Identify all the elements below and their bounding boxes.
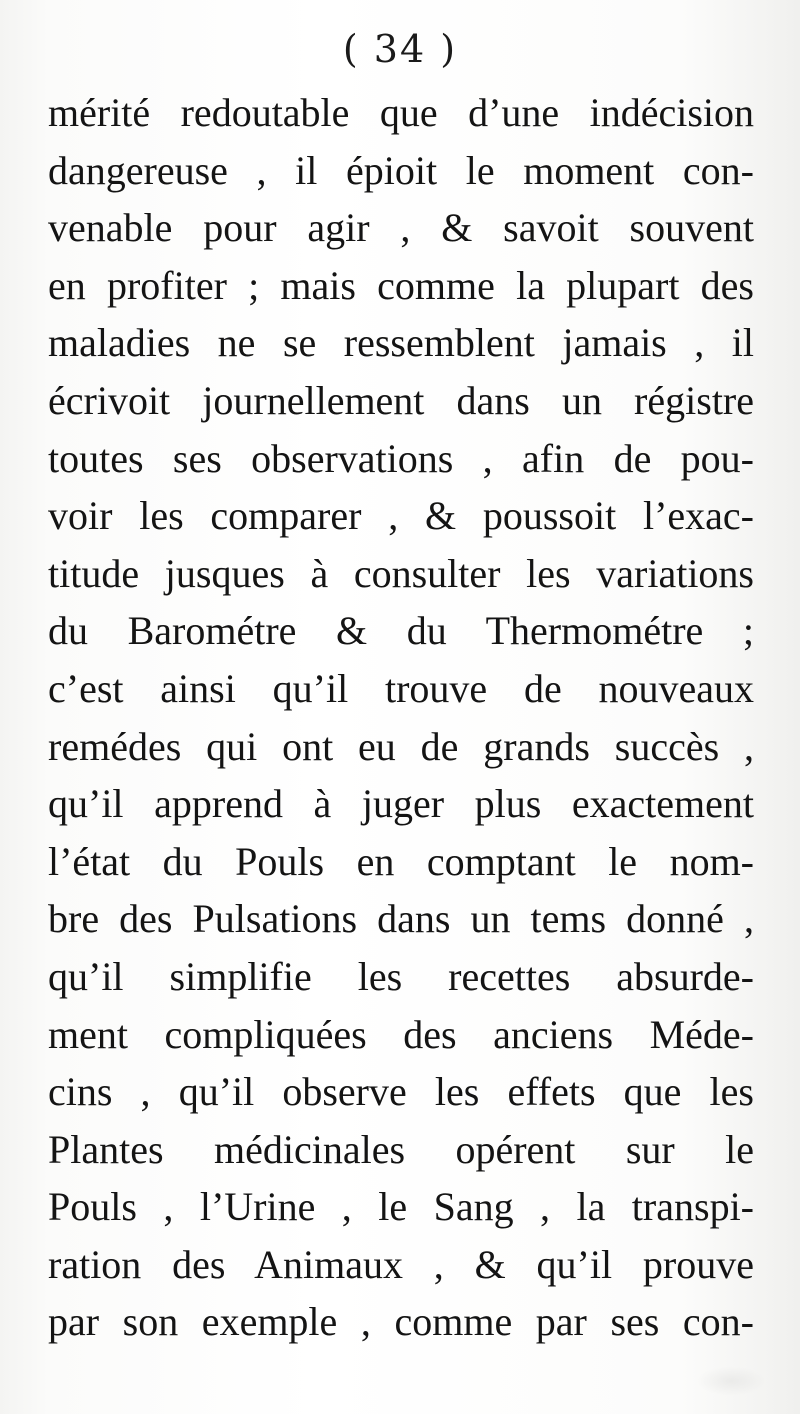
text-line: l’état du Pouls en comptant le nom- xyxy=(48,838,754,884)
text-line: mérité redoutable que d’une indécision xyxy=(48,90,754,135)
text-line: c’est ainsi qu’il trouve de nouveaux xyxy=(48,665,754,711)
text-line: remédes qui ont eu de grands succès , xyxy=(48,723,754,769)
text-line: qu’il simplifie les recettes absurde- xyxy=(48,953,754,999)
page-number: ( 34 ) xyxy=(342,27,458,71)
text-line: Plantes médicinales opérent sur le xyxy=(48,1126,754,1172)
text-line: ment compliquées des anciens Méde- xyxy=(48,1011,754,1057)
text-line: maladies ne se ressemblent jamais , il xyxy=(48,320,754,366)
text-line: qu’il apprend à juger plus exactement xyxy=(48,781,754,827)
text-line: titude jusques à consulter les variations xyxy=(48,550,754,596)
text-line: en profiter ; mais comme la plupart des xyxy=(48,262,754,308)
text-line: cins , qu’il observe les effets que les xyxy=(48,1069,754,1115)
text-line: du Barométre & du Thermométre ; xyxy=(48,608,754,654)
body-text xyxy=(48,84,754,1351)
paper-smudge xyxy=(696,1366,766,1396)
text-line: bre des Pulsations dans un tems donné , xyxy=(48,896,754,942)
text-line: ration des Animaux , & qu’il prouve xyxy=(48,1241,754,1287)
text-line: dangereuse , il épioit le moment con- xyxy=(48,147,754,193)
text-line: par son exemple , comme par ses con- xyxy=(48,1299,754,1345)
text-line: Pouls , l’Urine , le Sang , la transpi- xyxy=(48,1184,754,1230)
text-line: venable pour agir , & savoit souvent xyxy=(48,205,754,251)
text-line: voir les comparer , & poussoit l’exac- xyxy=(48,493,754,539)
text-line: toutes ses observations , afin de pou- xyxy=(48,435,754,481)
text-line: écrivoit journellement dans un régistre xyxy=(48,377,754,423)
